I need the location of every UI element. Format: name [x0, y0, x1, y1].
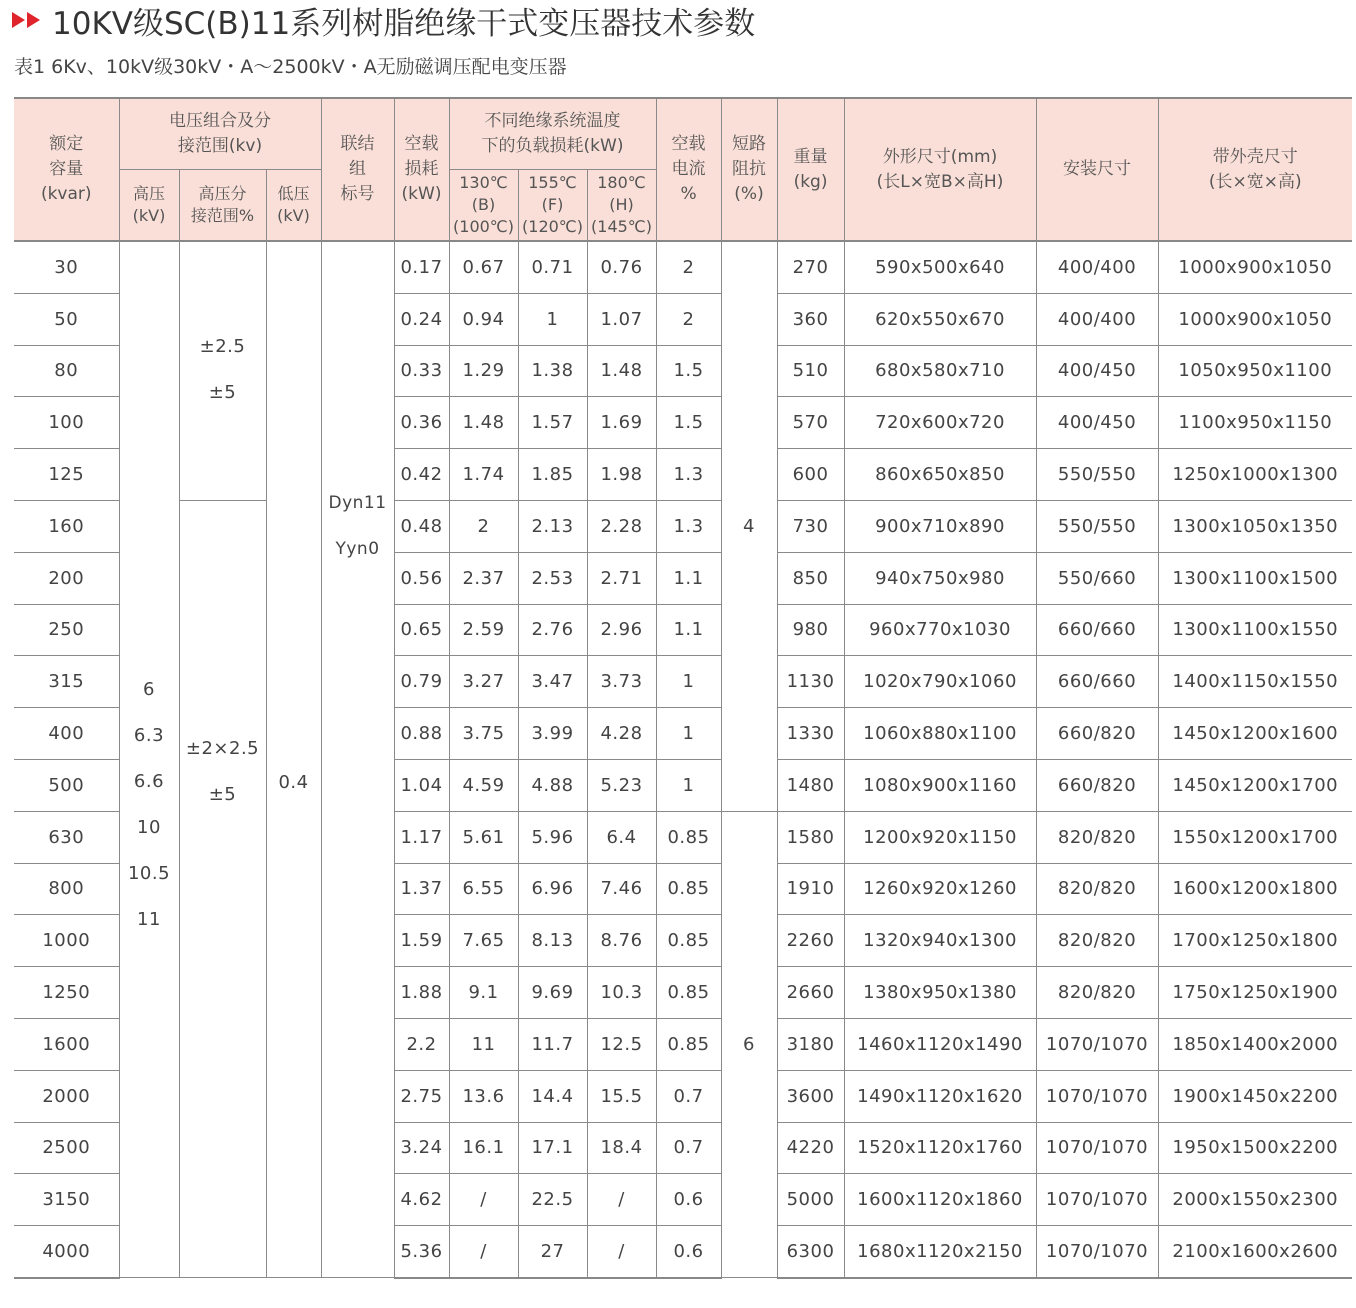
cell-load-loss-h: 6.4 [587, 811, 656, 863]
cell-rated-capacity: 500 [14, 759, 119, 811]
cell-dimensions: 960x770x1030 [844, 604, 1036, 656]
cell-load-loss-h: 2.96 [587, 604, 656, 656]
cell-no-load-current: 0.7 [656, 1122, 721, 1174]
header-lv: 低压 (kV) [266, 169, 321, 241]
cell-weight: 600 [777, 449, 844, 501]
cell-mounting: 550/660 [1036, 552, 1158, 604]
cell-load-loss-b: 2.37 [449, 552, 518, 604]
cell-rated-capacity: 200 [14, 552, 119, 604]
cell-enclosure: 1600x1200x1800 [1158, 863, 1352, 915]
cell-no-load-current: 1 [656, 656, 721, 708]
cell-hv-tap-group1: ±2.5 ±5 [179, 241, 266, 500]
cell-dimensions: 1060x880x1100 [844, 708, 1036, 760]
cell-weight: 980 [777, 604, 844, 656]
cell-no-load-loss: 1.37 [394, 863, 449, 915]
cell-load-loss-b: 3.75 [449, 708, 518, 760]
cell-no-load-current: 0.85 [656, 811, 721, 863]
header-no-load-current: 空载 电流 % [656, 98, 721, 241]
cell-enclosure: 1700x1250x1800 [1158, 915, 1352, 967]
cell-dimensions: 1520x1120x1760 [844, 1122, 1036, 1174]
cell-load-loss-h: 4.28 [587, 708, 656, 760]
cell-load-loss-h: 8.76 [587, 915, 656, 967]
cell-mounting: 400/400 [1036, 293, 1158, 345]
cell-enclosure: 1950x1500x2200 [1158, 1122, 1352, 1174]
cell-load-loss-h: 1.07 [587, 293, 656, 345]
cell-rated-capacity: 2500 [14, 1122, 119, 1174]
cell-weight: 360 [777, 293, 844, 345]
cell-no-load-current: 0.7 [656, 1070, 721, 1122]
cell-weight: 850 [777, 552, 844, 604]
cell-enclosure: 1250x1000x1300 [1158, 449, 1352, 501]
cell-weight: 730 [777, 500, 844, 552]
cell-no-load-current: 1 [656, 759, 721, 811]
cell-weight: 1130 [777, 656, 844, 708]
cell-enclosure: 1000x900x1050 [1158, 241, 1352, 293]
table-body [14, 241, 1352, 1278]
cell-load-loss-f: 5.96 [518, 811, 587, 863]
cell-no-load-current: 0.85 [656, 1018, 721, 1070]
cell-load-loss-b: / [449, 1174, 518, 1226]
cell-enclosure: 1300x1050x1350 [1158, 500, 1352, 552]
header-load-loss: 不同绝缘系统温度 下的负载损耗(kW) [449, 98, 656, 169]
cell-weight: 2260 [777, 915, 844, 967]
cell-dimensions: 1460x1120x1490 [844, 1018, 1036, 1070]
cell-weight: 4220 [777, 1122, 844, 1174]
cell-dimensions: 620x550x670 [844, 293, 1036, 345]
cell-load-loss-b: 4.59 [449, 759, 518, 811]
cell-rated-capacity: 80 [14, 345, 119, 397]
cell-load-loss-h: 3.73 [587, 656, 656, 708]
cell-rated-capacity: 3150 [14, 1174, 119, 1226]
cell-load-loss-f: 27 [518, 1226, 587, 1278]
cell-rated-capacity: 30 [14, 241, 119, 293]
cell-load-loss-h: 18.4 [587, 1122, 656, 1174]
cell-mounting: 820/820 [1036, 967, 1158, 1019]
cell-load-loss-b: 0.94 [449, 293, 518, 345]
cell-weight: 510 [777, 345, 844, 397]
cell-mounting: 550/550 [1036, 449, 1158, 501]
transformer-spec-table [14, 97, 1352, 1279]
cell-load-loss-h: 1.69 [587, 397, 656, 449]
cell-load-loss-b: / [449, 1226, 518, 1278]
cell-mounting: 1070/1070 [1036, 1174, 1158, 1226]
cell-load-loss-h: 7.46 [587, 863, 656, 915]
cell-load-loss-b: 2.59 [449, 604, 518, 656]
cell-rated-capacity: 400 [14, 708, 119, 760]
cell-load-loss-f: 2.53 [518, 552, 587, 604]
cell-enclosure: 1450x1200x1700 [1158, 759, 1352, 811]
cell-dimensions: 1200x920x1150 [844, 811, 1036, 863]
cell-weight: 570 [777, 397, 844, 449]
header-mounting: 安装尺寸 [1036, 98, 1158, 241]
cell-rated-capacity: 100 [14, 397, 119, 449]
cell-load-loss-h: / [587, 1174, 656, 1226]
table-row [14, 241, 1352, 293]
cell-no-load-loss: 3.24 [394, 1122, 449, 1174]
cell-load-loss-h: 2.71 [587, 552, 656, 604]
cell-no-load-loss: 2.75 [394, 1070, 449, 1122]
cell-load-loss-f: 14.4 [518, 1070, 587, 1122]
cell-enclosure: 1100x950x1150 [1158, 397, 1352, 449]
cell-weight: 1910 [777, 863, 844, 915]
cell-load-loss-f: 4.88 [518, 759, 587, 811]
cell-impedance-group2: 6 [721, 811, 777, 1278]
cell-no-load-loss: 0.36 [394, 397, 449, 449]
cell-weight: 1580 [777, 811, 844, 863]
cell-load-loss-b: 3.27 [449, 656, 518, 708]
header-voltage-group: 电压组合及分 接范围(kv) [119, 98, 321, 169]
cell-no-load-loss: 4.62 [394, 1174, 449, 1226]
cell-dimensions: 900x710x890 [844, 500, 1036, 552]
cell-no-load-current: 0.6 [656, 1226, 721, 1278]
cell-no-load-loss: 2.2 [394, 1018, 449, 1070]
cell-rated-capacity: 1000 [14, 915, 119, 967]
cell-dimensions: 1020x790x1060 [844, 656, 1036, 708]
cell-load-loss-b: 0.67 [449, 241, 518, 293]
cell-mounting: 820/820 [1036, 811, 1158, 863]
cell-load-loss-h: 12.5 [587, 1018, 656, 1070]
cell-rated-capacity: 125 [14, 449, 119, 501]
cell-load-loss-f: 9.69 [518, 967, 587, 1019]
header-no-load-loss: 空载 损耗 (kW) [394, 98, 449, 241]
cell-load-loss-b: 6.55 [449, 863, 518, 915]
cell-rated-capacity: 1250 [14, 967, 119, 1019]
cell-enclosure: 1450x1200x1600 [1158, 708, 1352, 760]
cell-load-loss-f: 2.13 [518, 500, 587, 552]
cell-load-loss-h: 0.76 [587, 241, 656, 293]
cell-dimensions: 1680x1120x2150 [844, 1226, 1036, 1278]
header-connection: 联结 组 标号 [321, 98, 394, 241]
cell-no-load-loss: 0.24 [394, 293, 449, 345]
cell-load-loss-h: 10.3 [587, 967, 656, 1019]
cell-mounting: 550/550 [1036, 500, 1158, 552]
cell-load-loss-b: 1.74 [449, 449, 518, 501]
header-hv: 高压 (kV) [119, 169, 179, 241]
cell-no-load-current: 0.85 [656, 915, 721, 967]
cell-mounting: 660/820 [1036, 708, 1158, 760]
cell-load-loss-f: 2.76 [518, 604, 587, 656]
cell-mounting: 1070/1070 [1036, 1226, 1158, 1278]
cell-enclosure: 1300x1100x1550 [1158, 604, 1352, 656]
cell-no-load-current: 0.6 [656, 1174, 721, 1226]
cell-no-load-current: 1.3 [656, 449, 721, 501]
cell-mounting: 820/820 [1036, 863, 1158, 915]
cell-enclosure: 1300x1100x1500 [1158, 552, 1352, 604]
header-load-loss-f: 155℃ (F) (120℃) [518, 169, 587, 241]
cell-load-loss-h: 1.48 [587, 345, 656, 397]
double-arrow-icon [12, 12, 40, 28]
cell-mounting: 400/450 [1036, 345, 1158, 397]
cell-enclosure: 1750x1250x1900 [1158, 967, 1352, 1019]
cell-load-loss-b: 9.1 [449, 967, 518, 1019]
cell-mounting: 1070/1070 [1036, 1018, 1158, 1070]
cell-no-load-loss: 1.59 [394, 915, 449, 967]
cell-load-loss-b: 5.61 [449, 811, 518, 863]
cell-no-load-loss: 0.79 [394, 656, 449, 708]
cell-load-loss-h: 15.5 [587, 1070, 656, 1122]
cell-no-load-current: 0.85 [656, 967, 721, 1019]
cell-no-load-current: 2 [656, 241, 721, 293]
header-rated-capacity: 额定 容量 (kvar) [14, 98, 119, 241]
cell-rated-capacity: 800 [14, 863, 119, 915]
cell-no-load-current: 1.5 [656, 397, 721, 449]
cell-no-load-current: 0.85 [656, 863, 721, 915]
header-dimensions: 外形尺寸(mm) (长L×宽B×高H) [844, 98, 1036, 241]
cell-load-loss-h: / [587, 1226, 656, 1278]
header-weight: 重量 (kg) [777, 98, 844, 241]
cell-rated-capacity: 50 [14, 293, 119, 345]
cell-dimensions: 860x650x850 [844, 449, 1036, 501]
cell-load-loss-f: 1.85 [518, 449, 587, 501]
header-load-loss-b: 130℃ (B) (100℃) [449, 169, 518, 241]
cell-dimensions: 1260x920x1260 [844, 863, 1036, 915]
header-hv-tap: 高压分 接范围% [179, 169, 266, 241]
cell-dimensions: 1490x1120x1620 [844, 1070, 1036, 1122]
cell-load-loss-b: 11 [449, 1018, 518, 1070]
cell-hv-voltages: 6 6.3 6.6 10 10.5 11 [119, 241, 179, 1278]
cell-dimensions: 590x500x640 [844, 241, 1036, 293]
cell-load-loss-f: 22.5 [518, 1174, 587, 1226]
cell-no-load-loss: 5.36 [394, 1226, 449, 1278]
cell-no-load-current: 1.1 [656, 604, 721, 656]
cell-load-loss-b: 1.29 [449, 345, 518, 397]
cell-load-loss-f: 1.57 [518, 397, 587, 449]
table-caption: 表1 6Kv、10kV级30kV・A～2500kV・A无励磁调压配电变压器 [14, 56, 567, 78]
cell-no-load-current: 1.1 [656, 552, 721, 604]
cell-connection-group: Dyn11 Yyn0 [321, 241, 394, 1278]
cell-hv-tap-group2: ±2×2.5 ±5 [179, 500, 266, 1277]
cell-weight: 6300 [777, 1226, 844, 1278]
cell-no-load-loss: 0.65 [394, 604, 449, 656]
cell-load-loss-f: 8.13 [518, 915, 587, 967]
cell-dimensions: 680x580x710 [844, 345, 1036, 397]
header-impedance: 短路 阻抗 (%) [721, 98, 777, 241]
page-title: 10KV级SC(B)11系列树脂绝缘干式变压器技术参数 [52, 5, 756, 42]
cell-mounting: 1070/1070 [1036, 1122, 1158, 1174]
cell-no-load-loss: 1.17 [394, 811, 449, 863]
header-load-loss-h: 180℃ (H) (145℃) [587, 169, 656, 241]
cell-mounting: 400/400 [1036, 241, 1158, 293]
cell-rated-capacity: 630 [14, 811, 119, 863]
cell-load-loss-f: 17.1 [518, 1122, 587, 1174]
cell-weight: 3180 [777, 1018, 844, 1070]
cell-load-loss-b: 16.1 [449, 1122, 518, 1174]
cell-mounting: 1070/1070 [1036, 1070, 1158, 1122]
cell-load-loss-f: 6.96 [518, 863, 587, 915]
cell-no-load-current: 2 [656, 293, 721, 345]
cell-no-load-current: 1.3 [656, 500, 721, 552]
cell-load-loss-h: 1.98 [587, 449, 656, 501]
cell-load-loss-b: 1.48 [449, 397, 518, 449]
cell-enclosure: 1000x900x1050 [1158, 293, 1352, 345]
cell-mounting: 660/660 [1036, 604, 1158, 656]
cell-rated-capacity: 250 [14, 604, 119, 656]
cell-no-load-current: 1.5 [656, 345, 721, 397]
cell-dimensions: 1600x1120x1860 [844, 1174, 1036, 1226]
cell-load-loss-f: 1.38 [518, 345, 587, 397]
cell-rated-capacity: 2000 [14, 1070, 119, 1122]
cell-enclosure: 1550x1200x1700 [1158, 811, 1352, 863]
cell-no-load-current: 1 [656, 708, 721, 760]
cell-mounting: 660/660 [1036, 656, 1158, 708]
cell-load-loss-f: 0.71 [518, 241, 587, 293]
cell-load-loss-b: 2 [449, 500, 518, 552]
page-heading [12, 0, 755, 40]
cell-load-loss-b: 7.65 [449, 915, 518, 967]
cell-enclosure: 2100x1600x2600 [1158, 1226, 1352, 1278]
cell-enclosure: 1900x1450x2200 [1158, 1070, 1352, 1122]
cell-dimensions: 940x750x980 [844, 552, 1036, 604]
cell-enclosure: 2000x1550x2300 [1158, 1174, 1352, 1226]
cell-rated-capacity: 315 [14, 656, 119, 708]
cell-lv-voltage: 0.4 [266, 241, 321, 1278]
cell-rated-capacity: 4000 [14, 1226, 119, 1278]
cell-rated-capacity: 160 [14, 500, 119, 552]
cell-mounting: 400/450 [1036, 397, 1158, 449]
cell-dimensions: 1320x940x1300 [844, 915, 1036, 967]
cell-no-load-loss: 0.88 [394, 708, 449, 760]
cell-load-loss-f: 11.7 [518, 1018, 587, 1070]
cell-no-load-loss: 0.33 [394, 345, 449, 397]
cell-no-load-loss: 1.88 [394, 967, 449, 1019]
cell-dimensions: 1080x900x1160 [844, 759, 1036, 811]
cell-no-load-loss: 0.56 [394, 552, 449, 604]
cell-enclosure: 1400x1150x1550 [1158, 656, 1352, 708]
cell-load-loss-f: 3.47 [518, 656, 587, 708]
cell-weight: 2660 [777, 967, 844, 1019]
cell-no-load-loss: 0.17 [394, 241, 449, 293]
cell-weight: 1330 [777, 708, 844, 760]
cell-load-loss-h: 5.23 [587, 759, 656, 811]
cell-weight: 5000 [777, 1174, 844, 1226]
cell-mounting: 820/820 [1036, 915, 1158, 967]
cell-load-loss-h: 2.28 [587, 500, 656, 552]
cell-weight: 1480 [777, 759, 844, 811]
cell-load-loss-f: 1 [518, 293, 587, 345]
cell-rated-capacity: 1600 [14, 1018, 119, 1070]
cell-no-load-loss: 1.04 [394, 759, 449, 811]
cell-load-loss-b: 13.6 [449, 1070, 518, 1122]
cell-impedance-group1: 4 [721, 241, 777, 811]
cell-weight: 270 [777, 241, 844, 293]
cell-enclosure: 1850x1400x2000 [1158, 1018, 1352, 1070]
cell-no-load-loss: 0.48 [394, 500, 449, 552]
cell-dimensions: 1380x950x1380 [844, 967, 1036, 1019]
cell-no-load-loss: 0.42 [394, 449, 449, 501]
cell-dimensions: 720x600x720 [844, 397, 1036, 449]
cell-weight: 3600 [777, 1070, 844, 1122]
table-row [14, 500, 1352, 552]
cell-mounting: 660/820 [1036, 759, 1158, 811]
cell-enclosure: 1050x950x1100 [1158, 345, 1352, 397]
table-header [14, 98, 1352, 241]
cell-load-loss-f: 3.99 [518, 708, 587, 760]
header-enclosure: 带外壳尺寸 (长×宽×高) [1158, 98, 1352, 241]
